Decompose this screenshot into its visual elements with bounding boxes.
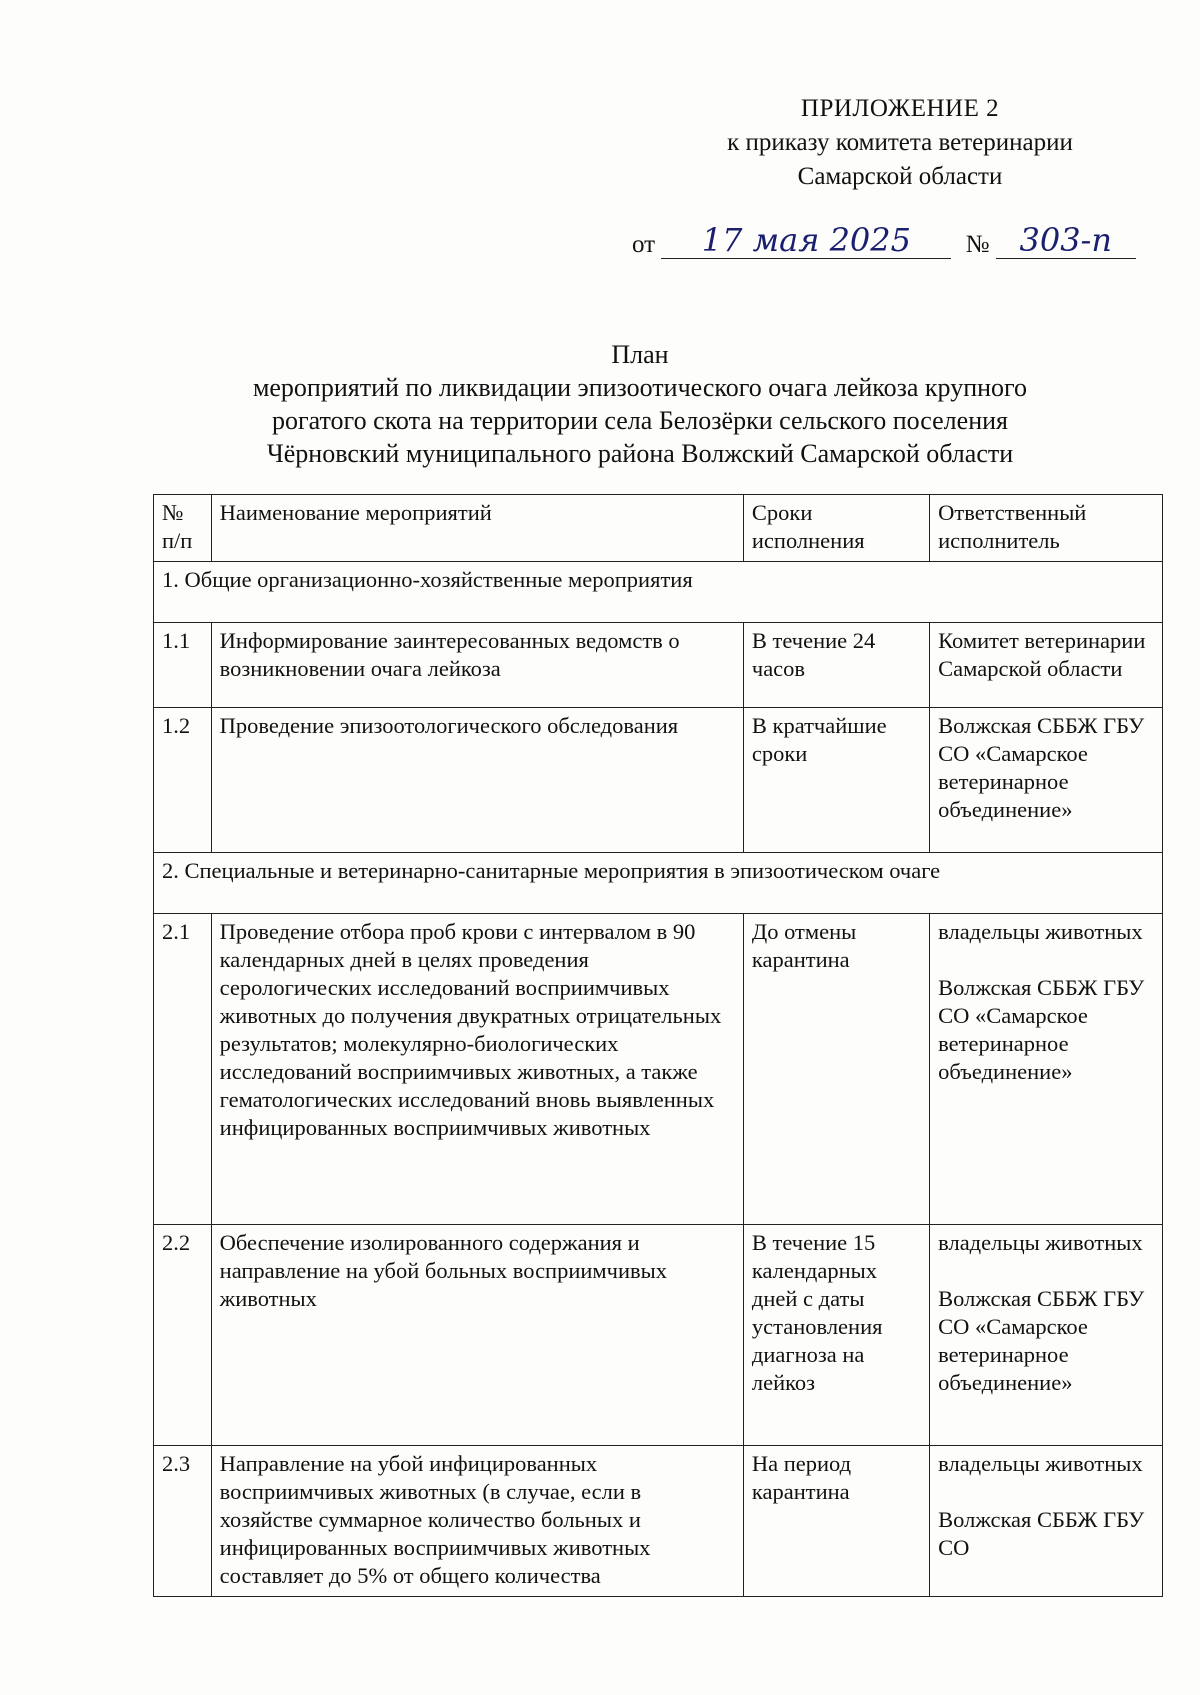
plan-subtitle-line-2: рогатого скота на территории села Белозёрки сельского поселения	[272, 406, 1008, 435]
header-responsible: Ответственный исполнитель	[930, 495, 1163, 562]
section-row-1	[154, 562, 1163, 623]
table-header-row	[154, 495, 1163, 562]
plan-heading	[180, 338, 1100, 470]
row-deadline: В течение 24 часов	[743, 623, 929, 708]
section-title-1: 1. Общие организационно-хозяйственные мероприятия	[154, 562, 1163, 623]
row-name: Проведение эпизоотологического обследования	[211, 708, 743, 853]
appendix-order-reference: к приказу комитета ветеринарии	[727, 129, 1073, 156]
order-number-label: №	[965, 231, 990, 258]
order-date-handwritten: 17 мая 2025	[661, 222, 951, 259]
responsible-vet-service: Волжская СББЖ ГБУ СО «Самарское ветеринарное объединение»	[938, 975, 1145, 1084]
appendix-organization: Самарской области	[797, 163, 1003, 190]
table-row	[154, 914, 1163, 1225]
responsible-vet-service: Волжская СББЖ ГБУ СО	[938, 1507, 1145, 1560]
row-deadline: До отмены карантина	[743, 914, 929, 1225]
section-row-2	[154, 853, 1163, 914]
responsible-owners: владельцы животных	[938, 1230, 1143, 1255]
header-deadline: Сроки исполнения	[743, 495, 929, 562]
row-num: 2.1	[154, 914, 212, 1225]
section-title-2: 2. Специальные и ветеринарно-санитарные мероприятия в эпизоотическом очаге	[154, 853, 1163, 914]
plan-subtitle-line-3: Чёрновский муниципального района Волжский Самарской области	[266, 439, 1014, 468]
row-responsible	[930, 1446, 1163, 1597]
row-name: Направление на убой инфицированных восприимчивых животных (в случае, если в хозяйстве суммарное количество больных и инфицированных восприимчивых животных составляет до 5% от общего количества	[211, 1446, 743, 1597]
row-name: Информирование заинтересованных ведомств о возникновении очага лейкоза	[211, 623, 743, 708]
responsible-owners: владельцы животных	[938, 1451, 1143, 1476]
table-row	[154, 1225, 1163, 1446]
row-name: Обеспечение изолированного содержания и направление на убой больных восприимчивых животных	[211, 1225, 743, 1446]
row-responsible	[930, 914, 1163, 1225]
order-date-label: от	[632, 231, 656, 258]
row-responsible: Волжская СББЖ ГБУ СО «Самарское ветеринарное объединение»	[930, 708, 1163, 853]
row-num: 2.3	[154, 1446, 212, 1597]
row-num: 1.2	[154, 708, 212, 853]
row-name: Проведение отбора проб крови с интервалом в 90 календарных дней в целях проведения серологических исследований восприимчивых животных до получения двукратных отрицательных результатов; молекулярно-биологических исследований восприимчивых животных, а также гематологических исследований вновь выявленных инфицированных восприимчивых животных	[211, 914, 743, 1225]
header-num: № п/п	[154, 495, 212, 562]
order-line	[632, 222, 1152, 259]
row-responsible	[930, 1225, 1163, 1446]
row-num: 1.1	[154, 623, 212, 708]
row-deadline: В течение 15 календарных дней с даты установления диагноза на лейкоз	[743, 1225, 929, 1446]
responsible-owners: владельцы животных	[938, 919, 1143, 944]
table-row	[154, 623, 1163, 708]
row-responsible: Комитет ветеринарии Самарской области	[930, 623, 1163, 708]
measures-table	[153, 494, 1163, 1597]
appendix-title: ПРИЛОЖЕНИЕ 2	[800, 95, 1000, 122]
plan-subtitle-line-1: мероприятий по ликвидации эпизоотического очага лейкоза крупного	[252, 373, 1028, 402]
order-number-handwritten: 303-п	[996, 222, 1136, 259]
table-row	[154, 708, 1163, 853]
plan-title: План	[611, 340, 669, 369]
header-name: Наименование мероприятий	[211, 495, 743, 562]
row-num: 2.2	[154, 1225, 212, 1446]
row-deadline: В кратчайшие сроки	[743, 708, 929, 853]
table-row	[154, 1446, 1163, 1597]
row-deadline: На период карантина	[743, 1446, 929, 1597]
responsible-vet-service: Волжская СББЖ ГБУ СО «Самарское ветеринарное объединение»	[938, 1286, 1145, 1395]
appendix-header	[660, 92, 1140, 194]
